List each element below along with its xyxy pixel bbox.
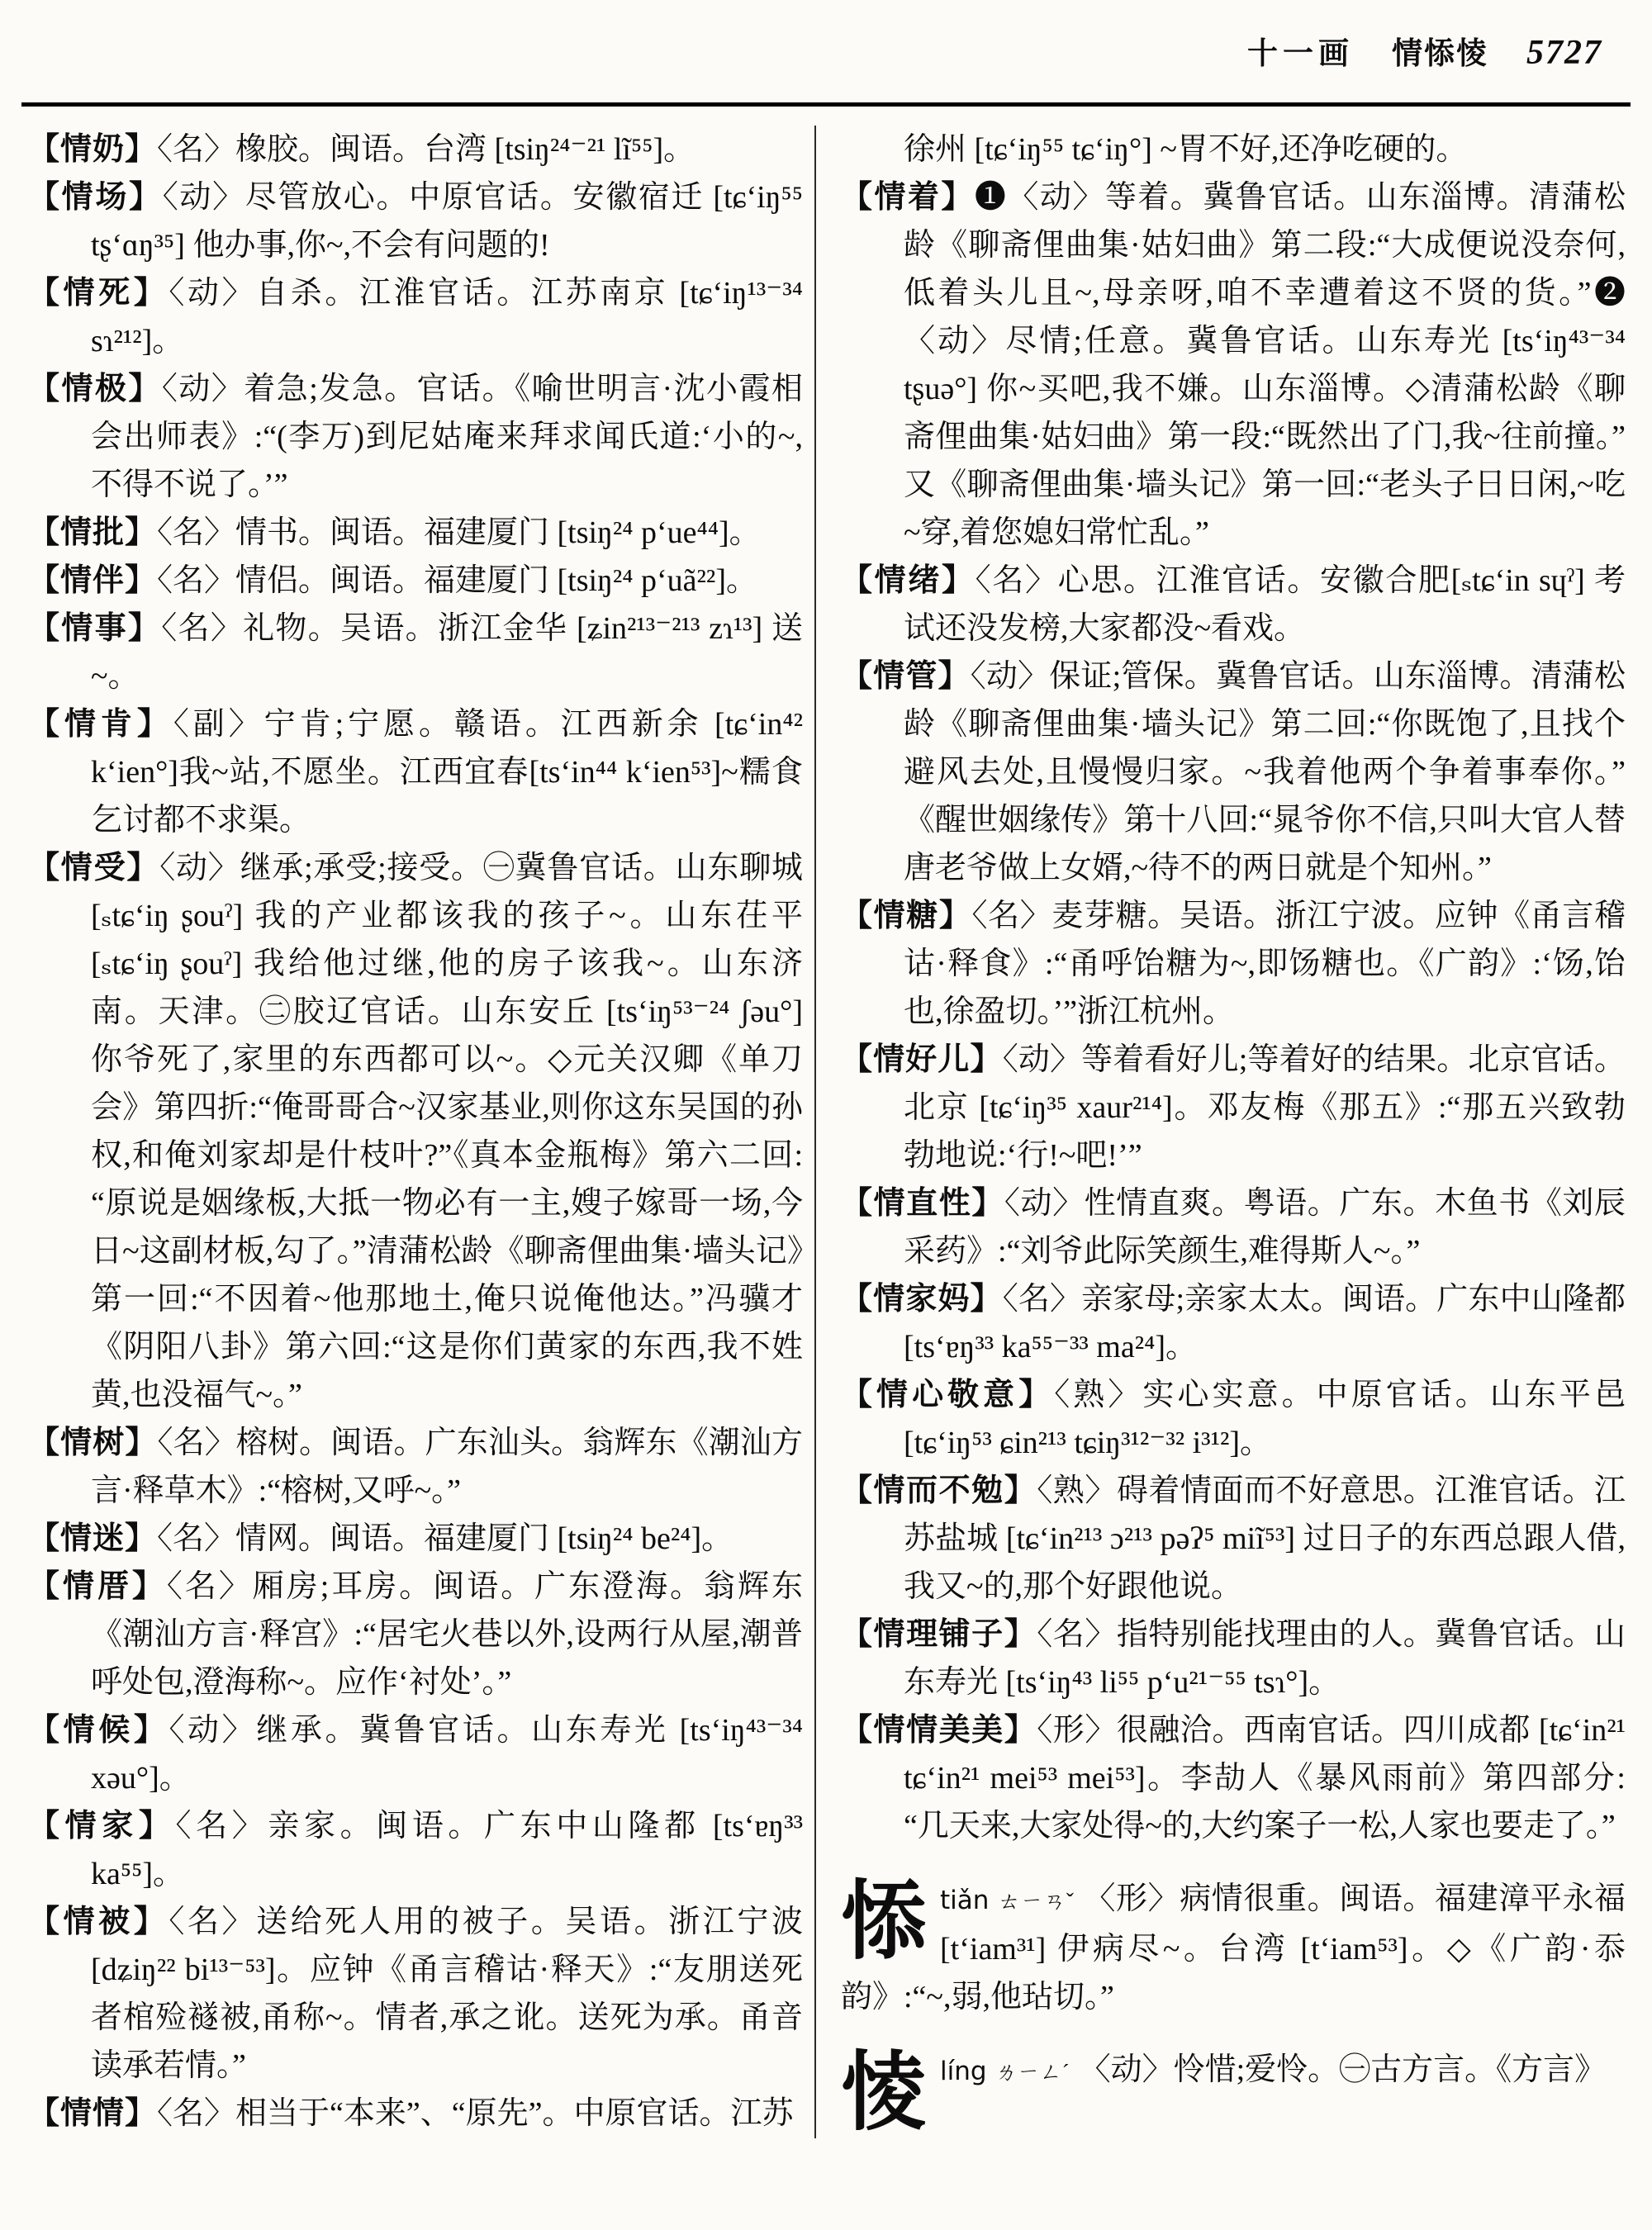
dict-entry (841, 1371, 1626, 1467)
entry-headword: 【情糖】 (841, 899, 972, 933)
dict-entry (28, 269, 803, 365)
entry-definition: 〈形〉病情很重。闽语。福建漳平永福 [t‘iam³¹] 伊病尽~。台湾 [t‘iam⁵³]。◇《广韵·忝韵》:“~,弱,他玷切。” (841, 1881, 1626, 2014)
entry-definition: 〈名〉送给死人用的被子。吴语。浙江宁波 [dʑiŋ²² bi¹³⁻⁵³]。应钟《甬言稽诂·释天》:“友朋送死者棺殓襚被,甬称~。情者,承之讹。送死为承。甬音读承若情。” (91, 1905, 803, 2083)
entry-headword: 【情理铺子】 (841, 1617, 1037, 1652)
single-character-entry (841, 1875, 1626, 2021)
entry-headword: 【情极】 (28, 372, 162, 406)
page-header (0, 28, 1652, 73)
entry-headword: 【情批】 (28, 515, 158, 550)
zhuyin-reading: ㄌㄧㄥˊ (995, 2060, 1070, 2085)
entry-definition: 〈名〉榕树。闽语。广东汕头。翁辉东《潮汕方言·释草木》:“榕树,又呼~。” (91, 1426, 803, 1508)
entry-definition: ❶〈动〉等着。冀鲁官话。山东淄博。清蒲松龄《聊斋俚曲集·姑妇曲》第二段:“大成便说没奈何,低着头儿且~,母亲呀,咱不幸遭着这不贤的货。”❷〈动〉尽情;任意。冀鲁官话。山东寿光 [ts‘iŋ⁴³⁻³⁴ tʂuə°] 你~买吧,我不嫌。山东淄博。◇清蒲松龄《聊斋俚曲集·姑妇曲》第一段:“既然出了门,我~往前撞。”又《聊斋俚曲集·墙头记》第一回:“老头子日日闲,~吃~穿,着您媳妇常忙乱。” (904, 180, 1626, 550)
entry-definition: 〈名〉麦芽糖。吴语。浙江宁波。应钟《甬言稽诂·释食》:“甬呼饴糖为~,即饧糖也。《广韵》:‘饧,饴也,徐盈切。’”浙江杭州。 (904, 899, 1626, 1029)
entry-definition: 〈名〉情网。闽语。福建厦门 [tsiŋ²⁴ be²⁴]。 (157, 1521, 733, 1556)
headword-character: 悿 (841, 1875, 928, 1970)
two-column-body (28, 126, 1626, 2141)
entry-headword: 【情被】 (28, 1905, 169, 1939)
entry-definition: 〈动〉等着看好儿;等着好的结果。北京官话。北京 [tɕ‘iŋ³⁵ xaur²¹⁴]。邓友梅《那五》:“那五兴致勃勃地说:‘行!~吧!’” (904, 1042, 1626, 1173)
dict-entry (28, 365, 803, 509)
dict-entry (841, 1036, 1626, 1179)
dict-entry (28, 509, 803, 557)
entry-definition: 〈熟〉实心实意。中原官话。山东平邑 [tɕ‘iŋ⁵³ ɕin²¹³ tɕiŋ³¹²⁻³² i³¹²]。 (904, 1378, 1626, 1460)
dict-entry (28, 844, 803, 1419)
dict-entry (841, 1611, 1626, 1706)
dict-entry (841, 126, 1626, 173)
dict-entry (841, 1275, 1626, 1371)
zhuyin-reading: ㄊㄧㄢˇ (997, 1889, 1075, 1914)
dict-entry (28, 557, 803, 605)
dict-entry (28, 1419, 803, 1515)
entry-headword: 【情肯】 (28, 707, 173, 742)
entry-headword: 【情受】 (28, 851, 160, 885)
entry-headword: 【情事】 (28, 611, 162, 646)
dict-entry (841, 173, 1626, 557)
right-column (814, 126, 1626, 2141)
entry-headword: 【情迷】 (28, 1521, 158, 1556)
entry-headword: 【情家】 (28, 1809, 176, 1843)
entry-definition: 〈名〉情书。闽语。福建厦门 [tsiŋ²⁴ p‘ue⁴⁴]。 (157, 515, 761, 550)
pinyin-reading: tiǎn (940, 1886, 990, 1915)
entry-definition: 〈熟〉碍着情面而不好意思。江淮官话。江苏盐城 [tɕ‘in²¹³ ɔ²¹³ pəʔ⁵ miĩ⁵³] 过日子的东西总跟人借,我又~的,那个好跟他说。 (904, 1473, 1626, 1604)
entry-definition: 〈名〉厢房;耳房。闽语。广东澄海。翁辉东《潮汕方言·释宫》:“居宅火巷以外,设两行从屋,潮普呼处包,澄海称~。应作‘衬处’。” (91, 1569, 803, 1700)
entry-definition: 〈动〉继承。冀鲁官话。山东寿光 [ts‘iŋ⁴³⁻³⁴ xəu°]。 (91, 1713, 803, 1796)
entry-headword: 【情家妈】 (841, 1282, 1003, 1317)
entry-definition: 〈动〉性情直爽。粤语。广东。木鱼书《刘辰采药》:“刘爷此际笑颜生,难得斯人~。” (904, 1186, 1626, 1269)
page-number: 5727 (1526, 34, 1602, 72)
entry-definition: 〈名〉橡胶。闽语。台湾 [tsiŋ²⁴⁻²¹ lĩ⁵⁵]。 (157, 132, 695, 167)
dict-entry (841, 1467, 1626, 1611)
dict-entry (841, 652, 1626, 892)
dict-entry (28, 1706, 803, 1802)
dict-entry (841, 1179, 1626, 1275)
entry-definition: 〈动〉自杀。江淮官话。江苏南京 [tɕ‘iŋ¹³⁻³⁴ sɿ²¹²]。 (91, 276, 803, 358)
left-column (28, 126, 814, 2137)
entry-definition: 〈动〉怜惜;爱怜。㊀古方言。《方言》 (1079, 2052, 1607, 2087)
headword-range-label: 情悿㥄 (1392, 37, 1488, 71)
entry-definition: 〈名〉亲家。闽语。广东中山隆都 [ts‘ɐŋ³³ ka⁵⁵]。 (91, 1809, 803, 1891)
entry-headword: 【情情】 (28, 2096, 158, 2131)
dict-entry (28, 2090, 803, 2137)
dict-entry (28, 700, 803, 844)
entry-definition: 〈名〉礼物。吴语。浙江金华 [ʑin²¹³⁻²¹³ zɿ¹³] 送~。 (91, 611, 803, 694)
entry-definition: 〈名〉心思。江淮官话。安徽合肥[ₛtɕ‘in sɥˀ] 考试还没发榜,大家都没~看戏。 (904, 563, 1626, 646)
entry-headword: 【情情美美】 (841, 1713, 1037, 1748)
dict-entry (841, 892, 1626, 1036)
entry-headword: 【情奶】 (28, 132, 158, 167)
entry-definition: 〈动〉保证;管保。冀鲁官话。山东淄博。清蒲松龄《聊斋俚曲集·墙头记》第二回:“你既饱了,且找个避风去处,且慢慢归家。~我着他两个争着事奉你。”《醒世姻缘传》第十八回:“晁爷你不信,只叫大官人替唐老爷做上女婿,~待不的两日就是个知州。” (904, 659, 1626, 885)
entry-headword: 【情候】 (28, 1713, 169, 1748)
dict-entry (28, 173, 803, 269)
entry-headword: 【情着】 (841, 180, 975, 215)
dict-entry (841, 557, 1626, 652)
entry-headword: 【情好儿】 (841, 1042, 1003, 1077)
stroke-section-label: 十一画 (1247, 37, 1354, 71)
entry-headword: 【情管】 (841, 659, 971, 694)
entry-headword: 【情直性】 (841, 1186, 1004, 1221)
dict-entry (28, 1563, 803, 1706)
dict-entry (28, 1898, 803, 2090)
dict-entry (28, 605, 803, 700)
entry-headword: 【情场】 (28, 180, 163, 215)
entry-definition: 〈名〉情侣。闽语。福建厦门 [tsiŋ²⁴ p‘uã²²]。 (157, 563, 757, 598)
entry-headword: 【情绪】 (841, 563, 976, 598)
entry-definition: 〈副〉宁肯;宁愿。赣语。江西新余 [tɕ‘in⁴² k‘ien°]我~站,不愿坐。江西宜春[ts‘in⁴⁴ k‘ien⁵³]~糯食乞讨都不求渠。 (91, 707, 803, 837)
entry-definition: 〈形〉很融洽。西南官话。四川成都 [tɕ‘in²¹ tɕ‘in²¹ mei⁵³ mei⁵³]。李劼人《暴风雨前》第四部分:“几天来,大家处得~的,大约案子一松,人家也要走了。” (904, 1713, 1626, 1843)
dict-entry (841, 1706, 1626, 1850)
headword-character: 㥄 (841, 2046, 928, 2141)
entry-definition: 〈名〉指特别能找理由的人。冀鲁官话。山东寿光 [ts‘iŋ⁴³ li⁵⁵ p‘u²¹⁻⁵⁵ tsɿ°]。 (904, 1617, 1626, 1700)
entry-headword: 【情伴】 (28, 563, 158, 598)
entry-definition: 〈名〉相当于“本来”、“原先”。中原官话。江苏 (157, 2096, 794, 2131)
dict-entry (28, 1802, 803, 1898)
entry-headword: 【情树】 (28, 1426, 158, 1460)
entry-definition: 〈动〉尽管放心。中原官话。安徽宿迁 [tɕ‘iŋ⁵⁵ tʂ‘ɑŋ³⁵] 他办事,你~,不会有问题的! (91, 180, 803, 263)
entry-definition: 〈动〉继承;承受;接受。㊀冀鲁官话。山东聊城 [ₛtɕ‘iŋ ʂouˀ] 我的产业都该我的孩子~。山东茌平 [ₛtɕ‘iŋ ʂouˀ] 我给他过继,他的房子该我~。山东济南。天津。㊁胶辽官话。山东安丘 [ts‘iŋ⁵³⁻²⁴ ʃəu°] 你爷死了,家里的东西都可以~。◇元关汉卿《单刀会》第四折:“俺哥哥合~汉家基业,则你这东吴国的孙权,和俺刘家却是什枝叶?”《真本金瓶梅》第六二回:“原说是姻缘板,大抵一物必有一主,嫂子嫁哥一场,今日~这副材板,勾了。”清蒲松龄《聊斋俚曲集·墙头记》第一回:“不因着~他那地土,俺只说俺他达。”冯骥才《阴阳八卦》第六回:“这是你们黄家的东西,我不姓黄,也没福气~。” (91, 851, 803, 1412)
entry-headword: 【情心敬意】 (841, 1378, 1055, 1412)
entry-headword: 【情死】 (28, 276, 169, 311)
entry-definition: 〈动〉着急;发急。官话。《喻世明言·沈小霞相会出师表》:“(李万)到尼姑庵来拜求闻氏道:‘小的~,不得不说了。’” (91, 372, 803, 502)
single-character-entry (841, 2046, 1626, 2141)
pinyin-reading: líng (940, 2057, 987, 2086)
entry-headword: 【情而不勉】 (841, 1473, 1037, 1508)
dict-entry (28, 126, 803, 173)
entry-headword: 【情厝】 (28, 1569, 167, 1604)
dict-entry (28, 1515, 803, 1563)
entry-definition: 〈名〉亲家母;亲家太太。闽语。广东中山隆都 [ts‘ɐŋ³³ ka⁵⁵⁻³³ ma²⁴]。 (904, 1282, 1626, 1364)
entry-definition: 徐州 [tɕ‘iŋ⁵⁵ tɕ‘iŋ°] ~胃不好,还净吃硬的。 (904, 132, 1468, 167)
header-rule (21, 102, 1631, 107)
